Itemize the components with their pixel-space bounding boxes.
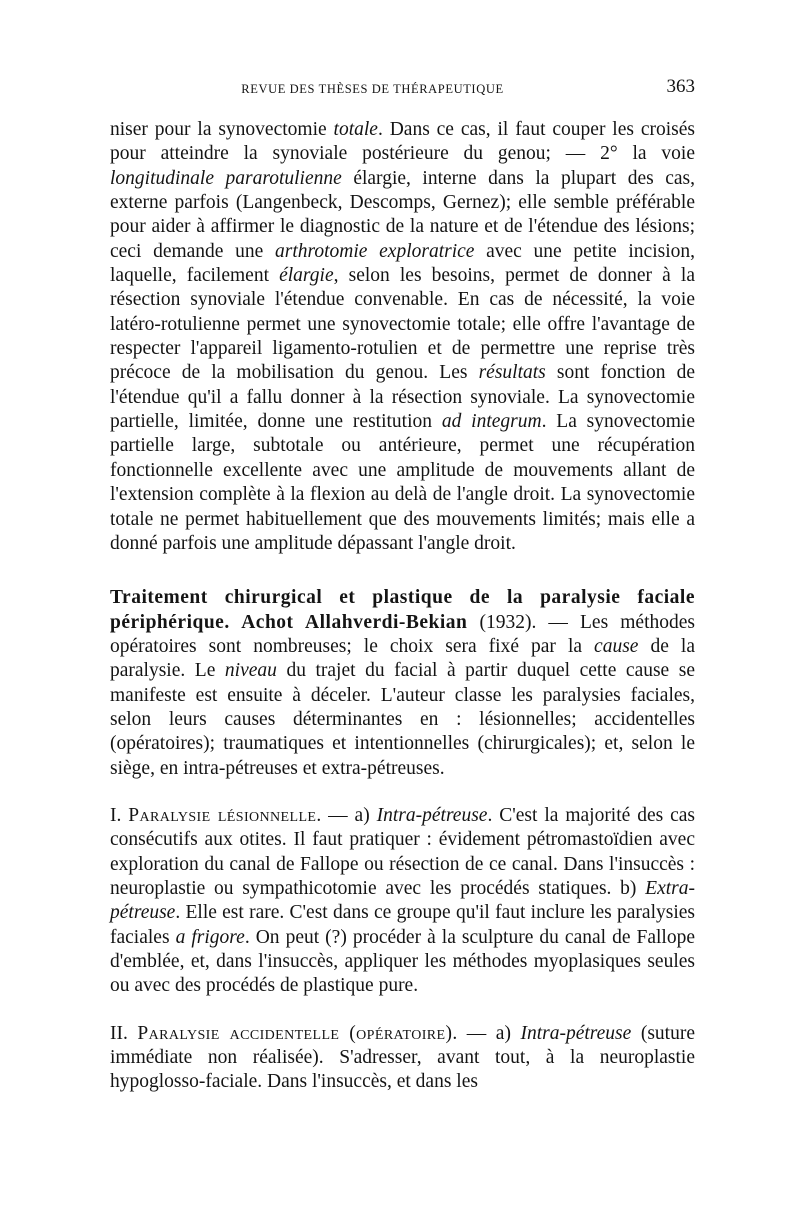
text-run: (suture immédiate non réalisée). S'adresser, avant tout, à la neuroplastie hypoglosso-faciale. Dans l'insuccès, et dans les [110,1022,695,1093]
paragraph-paralysie-faciale [110,586,695,781]
subsection-title: Paralysie lésionnelle [128,804,317,826]
paragraph-gap [110,781,695,804]
text-run: . Elle est rare. C'est dans ce groupe qu'il faut inclure les paralysies faciales [110,902,695,948]
italic-run: élargie [279,265,334,287]
paragraph-paralysie-accidentelle [110,1022,695,1095]
text-run: avec une petite incision, laquelle, facilement [110,240,696,287]
paragraph-gap [110,999,695,1022]
text-run: (1932). — Les méthodes opératoires sont nombreuses; le choix sera fixé par la [110,611,695,657]
text-run: sont fonction de l'étendue qu'il a fallu donner à la résection synoviale. La synovectomie partielle, limitée, donne une restitution [110,362,695,433]
italic-run: ad integrum [441,411,542,433]
italic-run: arthrotomie exploratrice [275,240,475,262]
italic-run: totale [333,119,378,140]
subsection-title: Paralysie accidentelle (opératoire) [137,1022,453,1044]
text-run: , selon les besoins, permet de donner à la résection synoviale l'étendue convenable. En cas de nécessité, la voie latéro-rotulienne permet une synovectomie totale; elle offre l'avantage de respecter l'appareil ligamento-rotulien et de permettre une reprise très précoce de la mobilisation du genou. Les [110,265,695,384]
text-run: . C'est la majorité des cas consécutifs aux otites. Il faut pratiquer : évidement pétromastoïdien avec exploration du canal de Fallope ou résection de ce canal. Dans l'insuccès : neuroplastie ou sympathicotomie avec les procédés statiques. b) [110,804,696,899]
text-run: . On peut (?) procéder à la sculpture du canal de Fallope d'emblée, et, dans l'insuccès, appliquer les méthodes myoplasiques seules ou avec des procédés de plastique pure. [110,926,696,997]
text-run: du trajet du facial à partir duquel cette cause se manifeste est ensuite à déceler. L'auteur classe les paralysies faciales, selon leurs causes déterminantes en : lésionnelles; accidentelles (opératoires); traumatiques et intentionnelles (chirurgicales); et, selon le siège, en intra-pétreuses et extra-pétreuses. [110,660,696,779]
running-title: REVUE DES THÈSES DE THÉRAPEUTIQUE [241,82,504,96]
paragraph-synovectomie [110,118,695,556]
text-run: élargie, interne dans la plupart des cas, externe parfois (Langenbeck, Descomps, Gernez); elle semble préférable pour aider à affirmer le diagnostic de la nature et de l'étendue des lésions; ceci demande une [110,167,695,262]
italic-run: a frigore [175,926,245,948]
section-heading: Traitement chirurgical et plastique de la paralysie faciale périphérique. Achot Allahverdi-Bekian [110,587,695,633]
text-run: niser pour la synovectomie [110,119,334,140]
page [110,70,695,1220]
paragraph-paralysie-lesionnelle [110,804,695,999]
running-header [110,70,695,104]
text-run: . Dans ce cas, il faut couper les croisés pour atteindre la synoviale postérieure du genou; — 2° la voie [110,119,695,165]
section-number: I. [110,804,129,826]
text-run: . La synovectomie partielle large, subtotale ou antérieure, permet une récupération fonctionnelle excellente avec une amplitude de mouvements allant de l'extension complète à la flexion au delà de l'angle droit. La synovectomie totale ne permet habituellement que des mouvements limités; mais elle a donné parfois une amplitude dépassant l'angle droit. [110,411,695,554]
italic-run: Intra-pétreuse [376,804,488,826]
page-number: 363 [666,76,695,97]
italic-run: niveau [224,660,277,682]
paragraph-gap [110,556,695,586]
italic-run: cause [594,635,639,657]
italic-run: longitudinale pararotulienne [110,167,342,189]
text-run: . — a) [452,1022,521,1044]
italic-run: Extra-pétreuse [110,877,695,924]
text-run: . — a) [316,804,377,826]
italic-run: résultats [478,362,546,384]
section-number: II. [110,1022,138,1044]
italic-run: Intra-pétreuse [520,1022,632,1044]
article-body [110,118,695,1095]
text-run: de la paralysie. Le [110,635,695,682]
